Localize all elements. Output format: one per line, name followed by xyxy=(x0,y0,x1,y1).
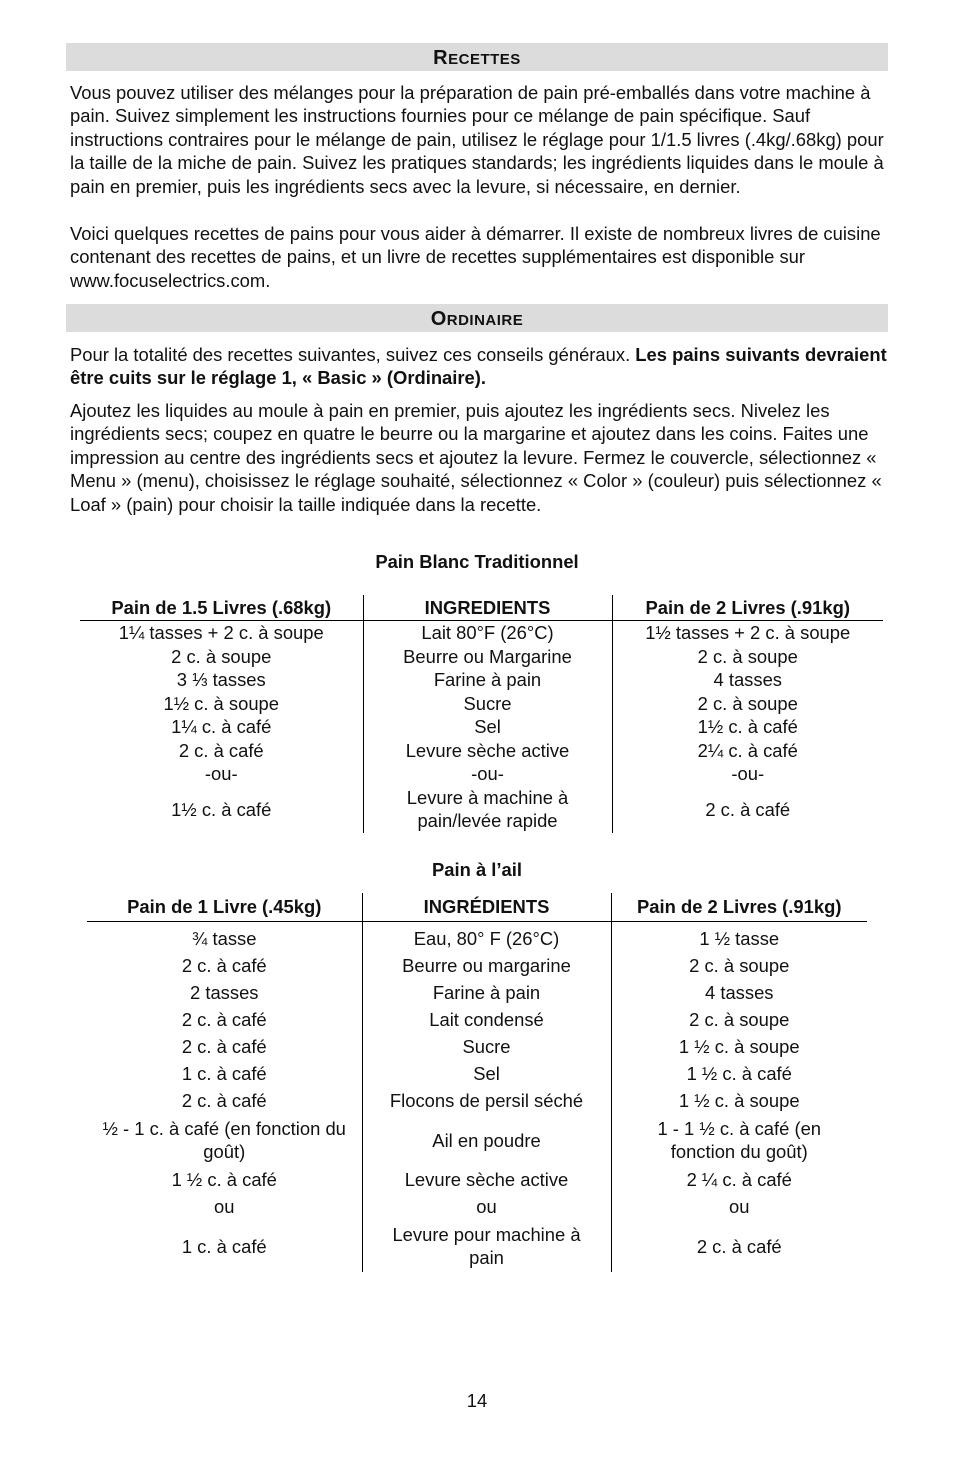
large-loaf-quantity: 2¼ c. à café xyxy=(697,739,798,761)
large-loaf-quantity: 1 ½ c. à soupe xyxy=(678,1090,800,1111)
ordinaire-paragraph-1 xyxy=(70,343,888,390)
small-loaf-quantity: 2 c. à café xyxy=(181,955,267,976)
table-row xyxy=(87,952,867,979)
ingredient-name: Levure sèche active xyxy=(362,1166,611,1193)
table-row xyxy=(87,1114,867,1166)
recipe-table-pain-ail xyxy=(87,893,867,1272)
section-title-rest: ECETTES xyxy=(448,51,521,68)
large-loaf-quantity: 2 ¼ c. à café xyxy=(686,1169,792,1190)
table-row xyxy=(80,762,883,786)
recipe-title-pain-ail: Pain à l’ail xyxy=(432,859,522,880)
ingredient-name: Farine à pain xyxy=(363,668,612,692)
small-loaf-quantity: 2 c. à soupe xyxy=(171,645,272,667)
intro-paragraph-2: Voici quelques recettes de pains pour vous aider à démarrer. Il existe de nombreux livres de cuisine contenant des recettes de pains, et un livre de recettes supplémentaires est disponible sur www.focuselectrics.com. xyxy=(70,223,881,291)
large-loaf-quantity: 1 ½ c. à soupe xyxy=(678,1036,800,1057)
large-loaf-quantity: 2 c. à soupe xyxy=(697,645,798,667)
small-loaf-quantity: 1¼ tasses + 2 c. à soupe xyxy=(118,622,324,644)
small-loaf-quantity: 3 ⅓ tasses xyxy=(176,669,266,691)
table-header-row xyxy=(80,595,883,621)
recipe-table-pain-blanc xyxy=(80,595,883,833)
ingredient-name: Lait condensé xyxy=(362,1006,611,1033)
column-header-ingredients: INGRÉDIENTS xyxy=(362,893,611,922)
ingredient-name: Lait 80°F (26°C) xyxy=(363,621,612,645)
table-row xyxy=(80,668,883,692)
column-header-large-loaf: Pain de 2 Livres (.91kg) xyxy=(612,595,883,621)
small-loaf-quantity: 2 c. à café xyxy=(178,739,264,761)
large-loaf-quantity: 4 tasses xyxy=(705,982,774,1003)
column-header-small-loaf: Pain de 1 Livre (.45kg) xyxy=(87,893,362,922)
table-header-row xyxy=(87,893,867,922)
small-loaf-quantity: ½ - 1 c. à café (en fonction du goût) xyxy=(102,1118,346,1162)
ordinaire-general-advice: Pour la totalité des recettes suivantes, suivez ces conseils généraux. xyxy=(70,344,636,365)
table-row xyxy=(87,1166,867,1193)
page-number: 14 xyxy=(466,1390,488,1411)
table-row xyxy=(87,1220,867,1272)
ingredient-name: Beurre ou margarine xyxy=(362,952,611,979)
ingredient-name: Sel xyxy=(362,1060,611,1087)
small-loaf-quantity: 2 c. à café xyxy=(181,1036,267,1057)
small-loaf-quantity: 2 c. à café xyxy=(181,1090,267,1111)
large-loaf-quantity: 1 ½ tasse xyxy=(699,928,780,949)
section-title-first-letter: O xyxy=(430,308,447,330)
small-loaf-quantity: 1 ½ c. à café xyxy=(171,1169,277,1190)
small-loaf-quantity: 1½ c. à café xyxy=(171,798,272,820)
table-row xyxy=(80,739,883,763)
large-loaf-quantity: -ou- xyxy=(731,763,765,785)
intro-paragraph-1: Vous pouvez utiliser des mélanges pour la préparation de pain pré-emballés dans votre machine à pain. Suivez simplement les instructions fournies pour ce mélange de pain spécifique. Sauf instructions contraires pour le mélange de pain, utilisez le réglage pour 1/1.5 livres (.4kg/.68kg) pour la taille de la miche de pain. Suivez les pratiques standards; les ingrédients liquides dans le moule à pain en premier, puis les ingrédients secs avec la levure, si nécessaire, en dernier. xyxy=(70,82,884,197)
small-loaf-quantity: 1 c. à café xyxy=(181,1235,267,1257)
small-loaf-quantity: 1¼ c. à café xyxy=(171,716,272,738)
large-loaf-quantity: 2 c. à soupe xyxy=(689,1009,790,1030)
ingredient-name: Sucre xyxy=(363,692,612,716)
table-row xyxy=(87,1193,867,1220)
ingredient-name: Sucre xyxy=(362,1033,611,1060)
table-row xyxy=(80,645,883,669)
table-row xyxy=(87,1006,867,1033)
section-header-recettes xyxy=(66,43,888,71)
ingredient-name: -ou- xyxy=(363,762,612,786)
large-loaf-quantity: 1½ tasses + 2 c. à soupe xyxy=(645,622,851,644)
ingredient-name: Eau, 80° F (26°C) xyxy=(362,922,611,953)
table-row xyxy=(87,1087,867,1114)
table-row xyxy=(87,1060,867,1087)
column-header-small-loaf: Pain de 1.5 Livres (.68kg) xyxy=(80,595,363,621)
table-row xyxy=(80,692,883,716)
ingredient-name: Levure pour machine à pain xyxy=(362,1220,611,1272)
section-title-rest: RDINAIRE xyxy=(446,312,524,329)
small-loaf-quantity: ou xyxy=(214,1196,235,1217)
large-loaf-quantity: 1½ c. à café xyxy=(697,716,798,738)
small-loaf-quantity: 2 c. à café xyxy=(181,1009,267,1030)
large-loaf-quantity: 2 c. à soupe xyxy=(689,955,790,976)
large-loaf-quantity: ou xyxy=(729,1196,750,1217)
large-loaf-quantity: 1 ½ c. à café xyxy=(686,1063,792,1084)
ingredient-name: Levure sèche active xyxy=(363,739,612,763)
small-loaf-quantity: ¾ tasse xyxy=(192,928,257,949)
ordinaire-paragraph-2: Ajoutez les liquides au moule à pain en premier, puis ajoutez les ingrédients secs. Nivelez les ingrédients secs; coupez en quatre le beurre ou la margarine et ajoutez dans les coins. Faites une impression au centre des ingrédients secs et ajoutez la levure. Fermez le couvercle, sélectionnez « Menu » (menu), choisissez le réglage souhaité, sélectionnez « Color » (couleur) puis sélectionnez « Loaf » (pain) pour choisir la taille indiquée dans la recette. xyxy=(70,400,882,515)
column-header-large-loaf: Pain de 2 Livres (.91kg) xyxy=(611,893,867,922)
ordinaire-setting-note: Les pains suivants devraient être cuits sur le réglage 1, « Basic » (Ordinaire). xyxy=(70,344,887,389)
large-loaf-quantity: 2 c. à café xyxy=(696,1235,782,1257)
section-header-ordinaire xyxy=(66,304,888,332)
small-loaf-quantity: 1 c. à café xyxy=(181,1063,267,1084)
ingredient-name: Beurre ou Margarine xyxy=(363,645,612,669)
table-row xyxy=(87,1033,867,1060)
ingredient-name: Farine à pain xyxy=(362,979,611,1006)
small-loaf-quantity: -ou- xyxy=(204,763,238,785)
large-loaf-quantity: 4 tasses xyxy=(713,669,782,691)
large-loaf-quantity: 2 c. à soupe xyxy=(697,692,798,714)
ingredient-name: Ail en poudre xyxy=(362,1114,611,1166)
table-row xyxy=(87,922,867,953)
ingredient-name: Sel xyxy=(363,715,612,739)
large-loaf-quantity: 2 c. à café xyxy=(705,798,791,820)
table-row xyxy=(80,786,883,833)
table-row xyxy=(80,621,883,645)
column-header-ingredients: INGREDIENTS xyxy=(363,595,612,621)
ingredient-name: ou xyxy=(362,1193,611,1220)
section-title-first-letter: R xyxy=(433,47,449,69)
table-row xyxy=(87,979,867,1006)
table-row xyxy=(80,715,883,739)
ingredient-name: Levure à machine à pain/levée rapide xyxy=(363,786,612,833)
large-loaf-quantity: 1 - 1 ½ c. à café (en fonction du goût) xyxy=(657,1118,822,1162)
ingredient-name: Flocons de persil séché xyxy=(362,1087,611,1114)
small-loaf-quantity: 1½ c. à soupe xyxy=(163,692,280,714)
recipe-title-pain-blanc: Pain Blanc Traditionnel xyxy=(375,551,579,572)
small-loaf-quantity: 2 tasses xyxy=(190,982,259,1003)
